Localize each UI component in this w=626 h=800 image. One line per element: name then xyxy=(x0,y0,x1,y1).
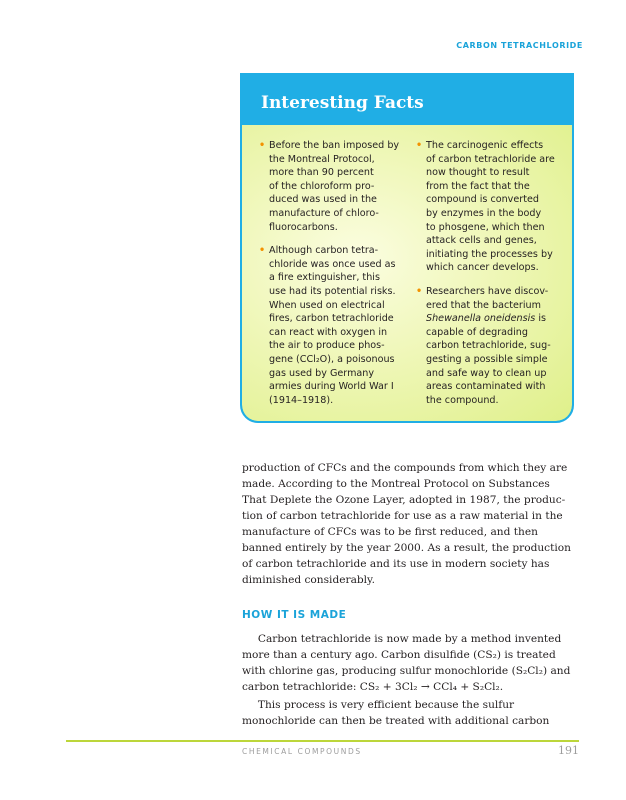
text-line: banned entirely by the year 2000. As a result, the production xyxy=(242,542,571,554)
running-head: CARBON TETRACHLORIDE xyxy=(456,41,583,50)
text-line: with chlorine gas, producing sulfur monochloride (S₂Cl₂) and xyxy=(242,665,571,677)
fact-line: gene (CCl₂O), a poisonous xyxy=(269,353,395,365)
text-line: tion of carbon tetrachloride for use as a raw material in the xyxy=(242,510,563,522)
fact-item xyxy=(416,139,566,275)
footer-book-title: CHEMICAL COMPOUNDS xyxy=(242,747,362,756)
fact-item xyxy=(259,244,409,407)
text-line: carbon tetrachloride: CS₂ + 3Cl₂ → CCl₄ + S₂Cl₂. xyxy=(242,681,504,693)
facts-box-body xyxy=(242,125,572,421)
fact-line: (1914–1918). xyxy=(269,394,334,406)
facts-right-column xyxy=(416,139,566,417)
footer-rule xyxy=(66,740,579,742)
fact-line: from the fact that the xyxy=(426,180,530,192)
fact-line: gas used by Germany xyxy=(269,367,375,379)
fact-line: and safe way to clean up xyxy=(426,367,547,379)
text-line: made. According to the Montreal Protocol on Substances xyxy=(242,478,550,490)
paragraph-cfc-production xyxy=(242,460,578,588)
fact-line: carbon tetrachloride, sug- xyxy=(426,340,551,352)
fact-line: which cancer develops. xyxy=(426,262,539,274)
fact-item xyxy=(416,285,566,407)
text-line: more than a century ago. Carbon disulfide (CS₂) is treated xyxy=(242,649,556,661)
fact-line: now thought to result xyxy=(426,167,530,179)
fact-line: capable of degrading xyxy=(426,326,528,338)
fact-line: areas contaminated with xyxy=(426,381,546,393)
fact-line: more than 90 percent xyxy=(269,167,374,179)
fact-line: the air to produce phos- xyxy=(269,340,385,352)
fact-line: Researchers have discov- xyxy=(426,285,549,297)
section-heading-how-it-is-made: HOW IT IS MADE xyxy=(242,609,347,621)
text-line: production of CFCs and the compounds from which they are xyxy=(242,462,568,474)
bullet-icon: • xyxy=(416,285,423,297)
fact-line: When used on electrical xyxy=(269,299,385,311)
interesting-facts-box xyxy=(240,73,574,423)
fact-line: the Montreal Protocol, xyxy=(269,153,375,165)
text-line: manufacture of CFCs was to be first reduced, and then xyxy=(242,526,538,538)
fact-line: manufacture of chloro- xyxy=(269,207,379,219)
paragraph-manufacturing-method xyxy=(242,631,578,695)
text-line: That Deplete the Ozone Layer, adopted in 1987, the produc- xyxy=(242,494,566,506)
fact-line: armies during World War I xyxy=(269,381,394,393)
fact-line: the compound. xyxy=(426,394,499,406)
fact-line: Shewanella oneidensis is xyxy=(426,313,547,325)
bullet-icon: • xyxy=(259,140,266,151)
text-line: of carbon tetrachloride and its use in modern society has xyxy=(242,558,550,570)
text-line: This process is very efficient because the sulfur xyxy=(242,699,515,711)
fact-line: ered that the bacterium xyxy=(426,299,541,311)
fact-line: fires, carbon tetrachloride xyxy=(269,313,394,325)
fact-line: fluorocarbons. xyxy=(269,221,338,233)
fact-line: The carcinogenic effects xyxy=(426,140,544,151)
bullet-icon: • xyxy=(416,140,423,151)
fact-line: of carbon tetrachloride are xyxy=(426,153,555,165)
fact-line: Before the ban imposed by xyxy=(269,140,400,151)
page-number: 191 xyxy=(558,744,579,757)
fact-item xyxy=(259,139,409,234)
fact-line: by enzymes in the body xyxy=(426,207,542,219)
text-line: monochloride can then be treated with additional carbon xyxy=(242,715,550,727)
fact-line: duced was used in the xyxy=(269,194,377,206)
fact-line: attack cells and genes, xyxy=(426,235,537,247)
text-line: diminished considerably. xyxy=(242,574,375,586)
fact-line: gesting a possible simple xyxy=(426,353,548,365)
text-line: Carbon tetrachloride is now made by a method invented xyxy=(242,633,562,645)
fact-line: Although carbon tetra- xyxy=(269,245,379,257)
fact-line: use had its potential risks. xyxy=(269,285,396,297)
paragraph-process-efficiency xyxy=(242,697,578,729)
bullet-icon: • xyxy=(259,245,266,257)
fact-line: compound is converted xyxy=(426,194,539,206)
fact-line: a fire extinguisher, this xyxy=(269,272,380,284)
facts-left-column xyxy=(259,139,409,417)
fact-line: initiating the processes by xyxy=(426,248,553,260)
fact-line: to phosgene, which then xyxy=(426,221,545,233)
fact-line: of the chloroform pro- xyxy=(269,180,375,192)
fact-line: chloride was once used as xyxy=(269,258,396,270)
facts-box-title: Interesting Facts xyxy=(261,93,424,113)
fact-line: can react with oxygen in xyxy=(269,326,388,338)
